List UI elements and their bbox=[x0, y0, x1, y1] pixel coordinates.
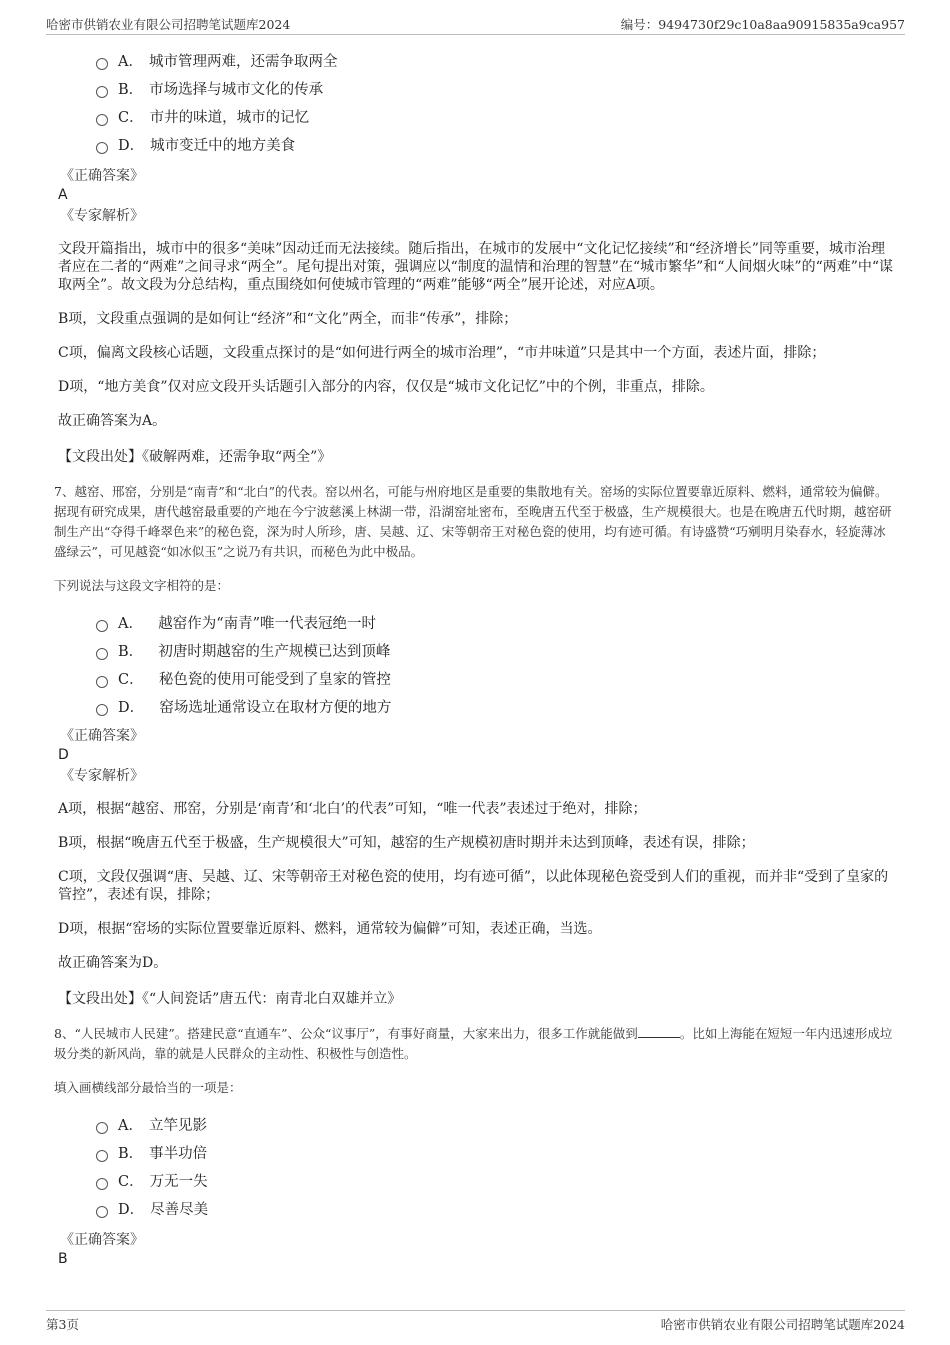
q8-prompt: 填入画横线部分最恰当的一项是： bbox=[54, 1080, 242, 1095]
q7-option-a[interactable]: A． 越窑作为“南青”唯一代表冠绝一时 bbox=[96, 608, 896, 636]
q7-analysis-para: D项，根据“窑场的实际位置要靠近原料、燃料，通常较为偏僻”可知，表述正确，当选。 bbox=[58, 921, 602, 937]
q6-analysis-para: 故正确答案为A。 bbox=[58, 413, 167, 429]
q7-analysis-para: A项，根据“越窑、邢窑，分别是‘南青’和‘北白’的代表”可知，“唯一代表”表述过于绝对，排除； bbox=[58, 801, 647, 817]
q6-option-d[interactable]: D． 城市变迁中的地方美食 bbox=[96, 130, 896, 158]
radio-icon[interactable] bbox=[96, 1178, 108, 1190]
q6-analysis-para: D项，“地方美食”仅对应文段开头话题引入部分的内容，仅仅是“城市文化记忆”中的个例，非重点，排除。 bbox=[58, 379, 714, 395]
q7-answer-label: 《正确答案》 bbox=[60, 728, 144, 744]
q7-option-b[interactable]: B． 初唐时期越窑的生产规模已达到顶峰 bbox=[96, 636, 896, 664]
q6-option-c[interactable]: C． 市井的味道，城市的记忆 bbox=[96, 102, 896, 130]
q8-option-b[interactable]: B． 事半功倍 bbox=[96, 1138, 896, 1166]
q8-option-a[interactable]: A． 立竿见影 bbox=[96, 1110, 896, 1138]
q7-analysis-label: 《专家解析》 bbox=[60, 768, 144, 784]
q7-option-d[interactable]: D． 窑场选址通常设立在取材方便的地方 bbox=[96, 692, 896, 720]
q6-analysis-para: 文段开篇指出，城市中的很多“美味”因动迁而无法接续。随后指出，在城市的发展中“文化记忆接续”和“经济增长”同等重要，城市治理者应在二者的“两难”之间寻求“两全”。尾句提出对策，强调应以“制度的温情和治理的智慧”在“城市繁华”和“人间烟火味”的“两难”中“谋取两全”。故文段为分总结构，重点围绕如何使城市管理的“两难”能够“两全”展开论述，对应A项。 bbox=[58, 241, 894, 293]
q7-prompt: 下列说法与这段文字相符的是： bbox=[54, 578, 230, 593]
q6-analysis-para: C项，偏离文段核心话题，文段重点探讨的是“如何进行两全的城市治理”，“市井味道”只是其中一个方面，表述片面，排除； bbox=[58, 345, 826, 361]
q7-answer: D bbox=[58, 747, 69, 763]
radio-icon[interactable] bbox=[96, 1150, 108, 1162]
radio-icon[interactable] bbox=[96, 620, 108, 632]
q6-options bbox=[96, 46, 896, 158]
q6-analysis-para: B项，文段重点强调的是如何让“经济”和“文化”两全，而非“传承”，排除； bbox=[58, 311, 518, 327]
footer-title: 哈密市供销农业有限公司招聘笔试题库2024 bbox=[660, 1317, 905, 1332]
page-header bbox=[46, 14, 905, 35]
q8-option-c[interactable]: C． 万无一失 bbox=[96, 1166, 896, 1194]
header-title: 哈密市供销农业有限公司招聘笔试题库2024 bbox=[46, 17, 291, 32]
q6-source: 【文段出处】《破解两难，还需争取“两全”》 bbox=[58, 449, 332, 465]
page-footer bbox=[46, 1310, 905, 1335]
q6-option-a[interactable]: A． 城市管理两难，还需争取两全 bbox=[96, 46, 896, 74]
q7-analysis-para: 故正确答案为D。 bbox=[58, 955, 168, 971]
radio-icon[interactable] bbox=[96, 86, 108, 98]
q8-option-d[interactable]: D． 尽善尽美 bbox=[96, 1194, 896, 1222]
q7-option-c[interactable]: C． 秘色瓷的使用可能受到了皇家的管控 bbox=[96, 664, 896, 692]
q7-options bbox=[96, 608, 896, 720]
q6-answer: A bbox=[58, 187, 68, 203]
q6-option-b[interactable]: B． 市场选择与城市文化的传承 bbox=[96, 74, 896, 102]
q7-text: 7、越窑、邢窑，分别是“南青”和“北白”的代表。窑以州名，可能与州府地区是重要的集散地有关。窑场的实际位置要靠近原料、燃料，通常较为偏僻。据现有研究成果，唐代越窑最重要的产地在今宁波慈溪上林湖一带，沿湖窑址密布，至晚唐五代至于极盛，生产规模很大。也是在晚唐五代时期，越窑研制生产出“夺得千峰翠色来”的秘色瓷，深为时人所珍，唐、吴越、辽、宋等朝帝王对秘色瓷的使用，均有迹可循。有诗盛赞“巧剜明月染春水，轻旋薄冰盛绿云”，可见越瓷“如冰似玉”之说乃有共识，而秘色为此中极品。 bbox=[54, 484, 892, 559]
q8-answer-label: 《正确答案》 bbox=[60, 1232, 144, 1248]
page-content bbox=[56, 46, 896, 1268]
fill-blank bbox=[638, 1025, 680, 1038]
radio-icon[interactable] bbox=[96, 58, 108, 70]
q6-analysis-label: 《专家解析》 bbox=[60, 208, 144, 224]
page-number: 第3页 bbox=[46, 1317, 79, 1332]
radio-icon[interactable] bbox=[96, 114, 108, 126]
q8-options bbox=[96, 1110, 896, 1222]
q7-source: 【文段出处】《“人间瓷话”唐五代：南青北白双雄并立》 bbox=[58, 991, 402, 1007]
radio-icon[interactable] bbox=[96, 1122, 108, 1134]
q7-analysis-para: B项，根据“晚唐五代至于极盛，生产规模很大”可知，越窑的生产规模初唐时期并未达到顶峰，表述有误，排除； bbox=[58, 835, 755, 851]
q8-answer: B bbox=[58, 1251, 68, 1267]
radio-icon[interactable] bbox=[96, 704, 108, 716]
radio-icon[interactable] bbox=[96, 1206, 108, 1218]
radio-icon[interactable] bbox=[96, 142, 108, 154]
q7-analysis-para: C项，文段仅强调“唐、吴越、辽、宋等朝帝王对秘色瓷的使用，均有迹可循”，以此体现秘色瓷受到人们的重视，而并非“受到了皇家的管控”，表述有误，排除； bbox=[58, 869, 889, 903]
header-serial: 编号：9494730f29c10a8aa90915835a9ca957 bbox=[620, 17, 905, 32]
radio-icon[interactable] bbox=[96, 648, 108, 660]
q8-text: 8、“人民城市人民建”。搭建民意“直通车”、公众“议事厅”，有事好商量，大家来出力，很多工作就能做到 。比如上海能在短短一年内迅速形成垃圾分类的新风尚，靠的就是人民群众的主动性、积极性与创造性。 bbox=[54, 1026, 893, 1061]
q6-answer-label: 《正确答案》 bbox=[60, 168, 144, 184]
radio-icon[interactable] bbox=[96, 676, 108, 688]
